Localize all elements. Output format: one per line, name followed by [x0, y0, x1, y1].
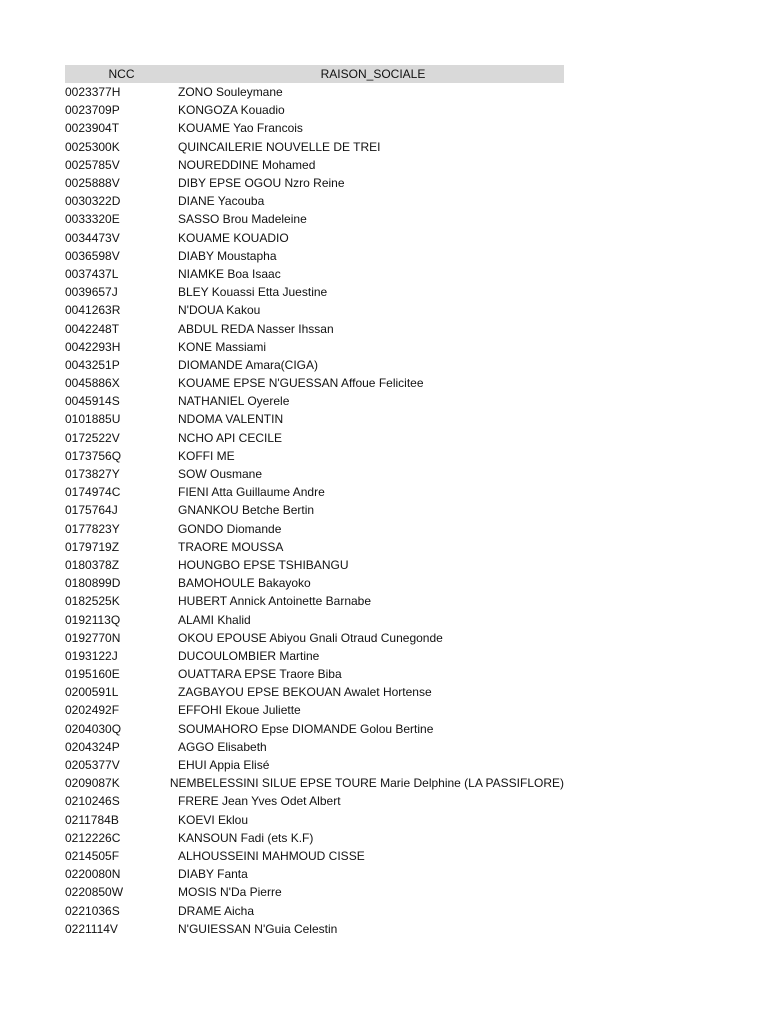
- ncc-cell: 0041263R: [65, 303, 121, 318]
- raison-sociale-cell: BLEY Kouassi Etta Juestine: [178, 285, 328, 300]
- table-row: [65, 283, 564, 301]
- raison-sociale-cell: MOSIS N'Da Pierre: [178, 885, 282, 900]
- raison-sociale-cell: NEMBELESSINI SILUE EPSE TOURE Marie Delphine (LA PASSIFLORE): [169, 776, 564, 791]
- ncc-cell: 0173756Q: [65, 448, 122, 463]
- ncc-cell: 0023709P: [65, 103, 120, 118]
- ncc-cell: 0174974C: [65, 485, 121, 500]
- table-row: [65, 83, 564, 101]
- raison-sociale-cell: NCHO API CECILE: [178, 430, 283, 445]
- ncc-cell: 0039657J: [65, 285, 118, 300]
- raison-sociale-cell: SASSO Brou Madeleine: [178, 212, 307, 227]
- raison-sociale-cell: NIAMKE Boa Isaac: [178, 266, 281, 281]
- table-row: [65, 265, 564, 283]
- ncc-cell: 0182525K: [65, 594, 120, 609]
- raison-sociale-cell: EHUI Appia Elisé: [178, 758, 270, 773]
- raison-sociale-cell: BAMOHOULE Bakayoko: [178, 576, 311, 591]
- raison-sociale-cell: AGGO Elisabeth: [178, 739, 267, 754]
- table-row: [65, 210, 564, 228]
- raison-sociale-cell: OKOU EPOUSE Abiyou Gnali Otraud Cunegonde: [178, 630, 443, 645]
- ncc-cell: 0214505F: [65, 848, 120, 863]
- ncc-cell: 0220080N: [65, 867, 121, 882]
- raison-sociale-cell: DUCOULOMBIER Martine: [178, 648, 320, 663]
- ncc-cell: 0025888V: [65, 176, 120, 191]
- table-row: [65, 920, 564, 938]
- raison-sociale-cell: HOUNGBO EPSE TSHIBANGU: [178, 557, 349, 572]
- ncc-cell: 0045914S: [65, 394, 120, 409]
- column-header-ncc: NCC: [108, 67, 135, 81]
- raison-sociale-cell: N'DOUA Kakou: [178, 303, 261, 318]
- table-row: [65, 447, 564, 465]
- table-row: [65, 119, 564, 137]
- table-row: [65, 774, 564, 792]
- ncc-cell: 0023377H: [65, 85, 121, 100]
- raison-sociale-cell: TRAORE MOUSSA: [178, 539, 284, 554]
- ncc-cell: 0221036S: [65, 903, 120, 918]
- table-row: [65, 501, 564, 519]
- raison-sociale-cell: ALHOUSSEINI MAHMOUD CISSE: [178, 848, 365, 863]
- ncc-cell: 0177823Y: [65, 521, 120, 536]
- table-row: [65, 811, 564, 829]
- ncc-cell: 0036598V: [65, 248, 120, 263]
- raison-sociale-cell: NOUREDDINE Mohamed: [178, 157, 316, 172]
- ncc-cell: 0034473V: [65, 230, 120, 245]
- ncc-cell: 0192113Q: [65, 612, 121, 627]
- table-row: [65, 720, 564, 738]
- raison-sociale-cell: DIOMANDE Amara(CIGA): [178, 357, 319, 372]
- table-row: [65, 319, 564, 337]
- ncc-cell: 0037437L: [65, 266, 119, 281]
- raison-sociale-cell: KOUAME KOUADIO: [178, 230, 289, 245]
- table-row: [65, 192, 564, 210]
- table-row: [65, 756, 564, 774]
- ncc-cell: 0204324P: [65, 739, 120, 754]
- ncc-cell: 0172522V: [65, 430, 120, 445]
- table-row: [65, 374, 564, 392]
- ncc-cell: 0025785V: [65, 157, 120, 172]
- ncc-cell: 0205377V: [65, 758, 120, 773]
- table-row: [65, 338, 564, 356]
- ncc-cell: 0180378Z: [65, 557, 120, 572]
- raison-sociale-cell: NDOMA VALENTIN: [178, 412, 284, 427]
- raison-sociale-cell: QUINCAILERIE NOUVELLE DE TREI: [178, 139, 381, 154]
- table-row: [65, 356, 564, 374]
- table-row: [65, 665, 564, 683]
- table-row: [65, 138, 564, 156]
- ncc-cell: 0209087K: [65, 776, 120, 791]
- ncc-cell: 0180899D: [65, 576, 121, 591]
- raison-sociale-cell: KOEVI Eklou: [178, 812, 249, 827]
- raison-sociale-cell: FIENI Atta Guillaume Andre: [178, 485, 325, 500]
- table-row: [65, 683, 564, 701]
- ncc-cell: 0101885U: [65, 412, 121, 427]
- ncc-cell: 0025300K: [65, 139, 120, 154]
- table-row: [65, 538, 564, 556]
- table-row: [65, 101, 564, 119]
- table-row: [65, 465, 564, 483]
- table-row: [65, 556, 564, 574]
- ncc-cell: 0173827Y: [65, 467, 120, 482]
- ncc-cell: 0212226C: [65, 830, 121, 845]
- table-row: [65, 629, 564, 647]
- ncc-cell: 0202492F: [65, 703, 120, 718]
- raison-sociale-cell: DIANE Yacouba: [178, 194, 265, 209]
- ncc-cell: 0195160E: [65, 667, 120, 682]
- raison-sociale-cell: KONE Massiami: [178, 339, 267, 354]
- ncc-cell: 0030322D: [65, 194, 121, 209]
- table-row: [65, 174, 564, 192]
- raison-sociale-cell: GONDO Diomande: [178, 521, 282, 536]
- table-row: [65, 574, 564, 592]
- raison-sociale-cell: KOUAME EPSE N'GUESSAN Affoue Felicitee: [178, 376, 424, 391]
- table-row: [65, 429, 564, 447]
- ncc-cell: 0042293H: [65, 339, 121, 354]
- raison-sociale-cell: KANSOUN Fadi (ets K.F): [178, 830, 314, 845]
- ncc-cell: 0179719Z: [65, 539, 120, 554]
- ncc-cell: 0033320E: [65, 212, 120, 227]
- ncc-cell: 0192770N: [65, 630, 121, 645]
- raison-sociale-cell: HUBERT Annick Antoinette Barnabe: [178, 594, 372, 609]
- raison-sociale-cell: KOUAME Yao Francois: [178, 121, 303, 136]
- table-body: [65, 83, 564, 938]
- table-row: [65, 247, 564, 265]
- table-row: [65, 883, 564, 901]
- table-row: [65, 847, 564, 865]
- ncc-cell: 0193122J: [65, 648, 118, 663]
- raison-sociale-cell: NATHANIEL Oyerele: [178, 394, 290, 409]
- raison-sociale-cell: ZAGBAYOU EPSE BEKOUAN Awalet Hortense: [178, 685, 432, 700]
- ncc-cell: 0204030Q: [65, 721, 122, 736]
- raison-sociale-cell: N'GUIESSAN N'Guia Celestin: [178, 921, 338, 936]
- ncc-cell: 0042248T: [65, 321, 120, 336]
- ncc-cell: 0220850W: [65, 885, 124, 900]
- ncc-cell: 0210246S: [65, 794, 120, 809]
- table-row: [65, 829, 564, 847]
- table-row: [65, 738, 564, 756]
- table-row: [65, 410, 564, 428]
- raison-sociale-cell: ZONO Souleymane: [178, 85, 283, 100]
- table-row: [65, 483, 564, 501]
- raison-sociale-cell: ALAMI Khalid: [178, 612, 251, 627]
- ncc-cell: 0221114V: [65, 921, 118, 936]
- raison-sociale-cell: DIBY EPSE OGOU Nzro Reine: [178, 176, 345, 191]
- table-row: [65, 156, 564, 174]
- raison-sociale-cell: OUATTARA EPSE Traore Biba: [178, 667, 342, 682]
- ncc-cell: 0175764J: [65, 503, 118, 518]
- raison-sociale-cell: SOW Ousmane: [178, 467, 263, 482]
- table-row: [65, 592, 564, 610]
- raison-sociale-cell: ABDUL REDA Nasser Ihssan: [178, 321, 334, 336]
- raison-sociale-cell: SOUMAHORO Epse DIOMANDE Golou Bertine: [178, 721, 434, 736]
- ncc-cell: 0043251P: [65, 357, 120, 372]
- table-row: [65, 701, 564, 719]
- raison-sociale-cell: KOFFI ME: [178, 448, 235, 463]
- raison-sociale-cell: DIABY Fanta: [178, 867, 248, 882]
- raison-sociale-cell: GNANKOU Betche Bertin: [178, 503, 315, 518]
- table-row: [65, 301, 564, 319]
- raison-sociale-cell: DRAME Aicha: [178, 903, 255, 918]
- table-row: [65, 610, 564, 628]
- raison-sociale-cell: EFFOHI Ekoue Juliette: [178, 703, 301, 718]
- table-row: [65, 229, 564, 247]
- column-header-raison-sociale: RAISON_SOCIALE: [320, 67, 426, 81]
- raison-sociale-cell: FRERE Jean Yves Odet Albert: [178, 794, 341, 809]
- table-header: [65, 65, 564, 83]
- spreadsheet-table: [65, 65, 564, 938]
- table-row: [65, 392, 564, 410]
- table-row: [65, 901, 564, 919]
- table-row: [65, 520, 564, 538]
- ncc-cell: 0200591L: [65, 685, 119, 700]
- ncc-cell: 0023904T: [65, 121, 120, 136]
- raison-sociale-cell: KONGOZA Kouadio: [178, 103, 285, 118]
- ncc-cell: 0045886X: [65, 376, 120, 391]
- table-row: [65, 792, 564, 810]
- table-row: [65, 647, 564, 665]
- raison-sociale-cell: DIABY Moustapha: [178, 248, 277, 263]
- table-row: [65, 865, 564, 883]
- ncc-cell: 0211784B: [65, 812, 119, 827]
